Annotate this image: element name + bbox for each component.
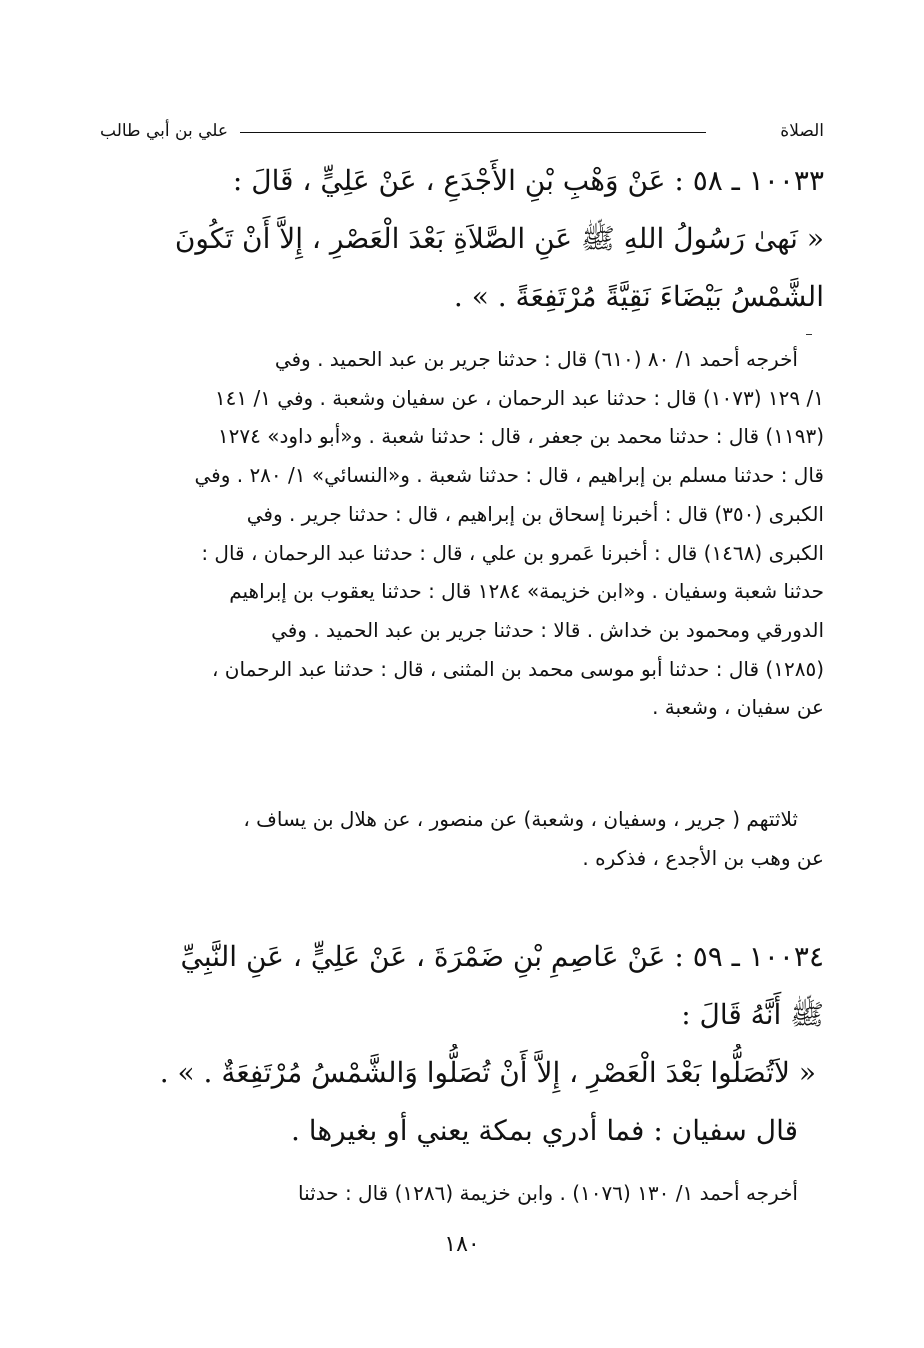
margin-mark [806, 334, 812, 335]
summary-10033 [100, 800, 824, 877]
summary-line: ثلاثتهم ( جرير ، وسفيان ، وشعبة) عن منصور ، عن هلال بن يساف ، [243, 807, 798, 831]
hadith-10033 [100, 152, 824, 326]
summary-line: عن وهب بن الأجدع ، فذكره . [582, 845, 824, 870]
takhrij-10034 [100, 1174, 824, 1213]
hadith-heading: ﷺ أَنَّهُ قَالَ : [681, 998, 824, 1031]
running-header [100, 118, 824, 144]
takhrij-line: عن سفيان ، وشعبة . [652, 695, 824, 720]
takhrij-line: (١١٩٣) قال : حدثنا محمد بن جعفر ، قال : حدثنا شعبة . و«أبو داود» ١٢٧٤ [217, 424, 824, 449]
hadith-10034 [100, 928, 824, 1160]
hadith-text-line: الشَّمْسُ بَيْضَاءَ نَقِيَّةً مُرْتَفِعَةً . » . [453, 280, 824, 313]
takhrij-line: أخرجه أحمد ١/ ١٣٠ (١٠٧٦) . وابن خزيمة (١٢٨٦) قال : حدثنا [298, 1181, 798, 1205]
takhrij-line: الكبرى (١٤٦٨) قال : أخبرنا عَمرو بن علي ، قال : حدثنا عبد الرحمان ، قال : [201, 540, 824, 565]
takhrij-10033 [100, 340, 824, 727]
takhrij-line: ١/ ١٢٩ (١٠٧٣) قال : حدثنا عبد الرحمان ، عن سفيان وشعبة . وفي ١/ ١٤١ [214, 385, 824, 410]
header-rule [240, 132, 706, 133]
author-title: علي بن أبي طالب [100, 121, 229, 141]
takhrij-line: أخرجه أحمد ١/ ٨٠ (٦١٠) قال : حدثنا جرير بن عبد الحميد . وفي [274, 347, 798, 371]
takhrij-line: قال : حدثنا مسلم بن إبراهيم ، قال : حدثنا شعبة . و«النسائي» ١/ ٢٨٠ . وفي [194, 463, 824, 488]
hadith-text-line: « لاَتُصَلُّوا بَعْدَ الْعَصْرِ ، إِلاَّ أَنْ تُصَلُّوا وَالشَّمْسُ مُرْتَفِعَةٌ . » . [159, 1056, 816, 1089]
takhrij-line: الدورقي ومحمود بن خداش . قالا : حدثنا جرير بن عبد الحميد . وفي [271, 617, 824, 642]
section-title: الصلاة [780, 121, 824, 141]
takhrij-line: (١٢٨٥) قال : حدثنا أبو موسى محمد بن المثنى ، قال : حدثنا عبد الرحمان ، [211, 656, 824, 681]
takhrij-line: حدثنا شعبة وسفيان . و«ابن خزيمة» ١٢٨٤ قال : حدثنا يعقوب بن إبراهيم [229, 579, 824, 604]
hadith-text-line: « نَهىٰ رَسُولُ اللهِ ﷺ عَنِ الصَّلاَةِ بَعْدَ الْعَصْرِ ، إِلاَّ أَنْ تَكُونَ [174, 222, 824, 255]
takhrij-line: الكبرى (٣٥٠) قال : أخبرنا إسحاق بن إبراهيم ، قال : حدثنا جرير . وفي [246, 501, 824, 526]
hadith-heading: ١٠٠٣٤ ـ ٥٩ : عَنْ عَاصِمِ بْنِ ضَمْرَةَ ، عَنْ عَلِيٍّ ، عَنِ النَّبِيِّ [180, 940, 824, 973]
hadith-note: قال سفيان : فما أدري بمكة يعني أو بغيرها . [291, 1114, 798, 1147]
hadith-heading: ١٠٠٣٣ ـ ٥٨ : عَنْ وَهْبِ بْنِ الأَجْدَعِ ، عَنْ عَلِيٍّ ، قَالَ : [232, 164, 824, 197]
page-number: ١٨٠ [444, 1232, 480, 1257]
